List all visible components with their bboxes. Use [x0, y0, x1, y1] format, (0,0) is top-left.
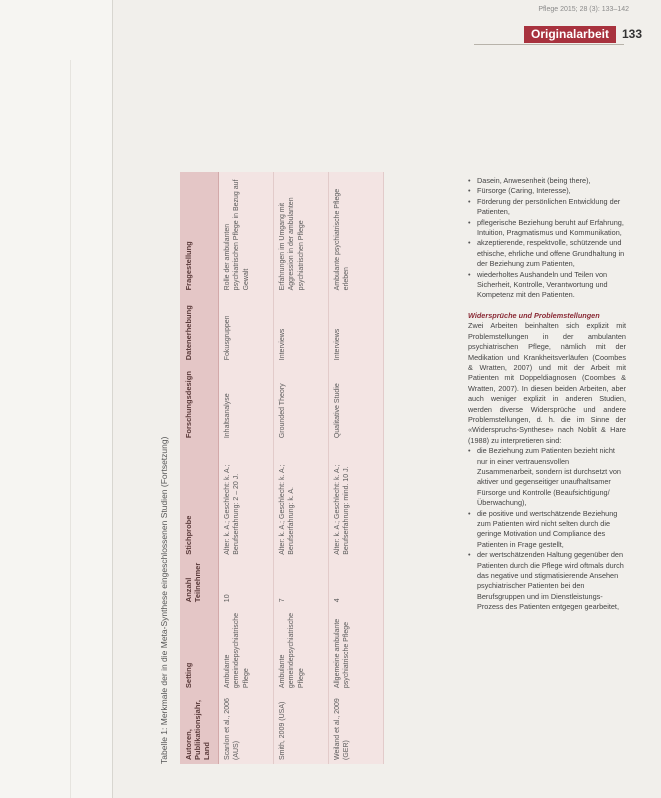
table-cell: Interviews [329, 294, 384, 364]
previous-page-gutter [0, 0, 112, 798]
list-item: • pflegerische Beziehung beruht auf Erfahrung, Intuition, Pragmatismus und Kommunikation, [468, 218, 626, 239]
running-head: Pflege 2015; 28 (3): 133–142 [538, 6, 629, 13]
table-cell: Weiland et al., 2009 (GER) [329, 692, 384, 764]
header-sample: Stichprobe [180, 442, 219, 559]
table-cell: Erfahrungen im Umgang mit Aggression in der ambulanten psychiatrischen Pflege [274, 172, 329, 294]
table-cell: Alter: k. A.; Geschlecht: k. A.; Berufserfahrung: 2 – 20 J. [219, 442, 274, 559]
header-participants: Anzahl Teilnehmer [180, 559, 219, 606]
gutter-shadow-line [70, 60, 71, 798]
header-rule [474, 44, 624, 45]
table-cell: 4 [329, 559, 384, 606]
table-cell: Ambulante gemeindepsychiatrische Pflege [219, 606, 274, 692]
list-item: • Dasein, Anwesenheit (being there), [468, 176, 626, 186]
right-text-column [468, 176, 626, 613]
table-row [329, 172, 384, 764]
table-cell: 7 [274, 559, 329, 606]
table-cell: Alter: k. A.; Geschlecht: k. A.; Berufserfahrung: mind. 10 J. [329, 442, 384, 559]
list-item: • der wertschätzenden Haltung gegenüber den Patienten durch die Pflege wird oftmals durch das negative und stigmatisierende Ansehen psychiatrischer Patienten bei den Berufsgruppen und im Dienstleistungs-Prozess des Patienten entgegen gearbeitet, [468, 550, 626, 612]
table-cell: Grounded Theory [274, 364, 329, 442]
table-caption: Tabelle 1: Merkmale der in die Meta-Synthese eingeschlossenen Studien (Fortsetzung) [159, 436, 169, 764]
table-row [219, 172, 274, 764]
header-data-collection: Datenerhebung [180, 294, 219, 364]
table-cell: Smith, 2009 (USA) [274, 692, 329, 764]
bullet-list-bottom [468, 446, 626, 613]
header-design: Forschungsdesign [180, 364, 219, 442]
table-cell: Alter: k. A.; Geschlecht: k. A.; Berufserfahrung: k. A. [274, 442, 329, 559]
list-item: • akzeptierende, respektvolle, schützende und ethische, ehrliche und offene Grundhaltung in der Beziehung zum Patienten, [468, 238, 626, 269]
section-badge: Originalarbeit [524, 26, 616, 43]
bullet-list-top [468, 176, 626, 301]
header-question: Fragestellung [180, 172, 219, 294]
body-paragraph: Zwei Arbeiten beinhalten sich explizit mit Problemstellungen in der ambulanten psychiatrischen Pflege, nämlich mit der Medikation und Krankheitsverläufen (Coombes & Wratten, 2007) und mit der Arbeit mit Patienten mit Doppeldiagnosen (Coombes & Wratten, 2007). In diesen beiden Arbeiten, aber auch weniger explizit in anderen Studien, werden diverse Widersprüche und andere Problemstellungen, d. h. die im Sinne der «Widerspruchs-Synthese» nach Noblit & Hare (1988) zu interpretieren sind: [468, 321, 626, 445]
table-header-row [180, 172, 219, 764]
header-setting: Setting [180, 606, 219, 692]
table-row [274, 172, 329, 764]
table-cell: Allgemeine ambulante psychiatrische Pflege [329, 606, 384, 692]
table-cell: Inhaltsanalyse [219, 364, 274, 442]
list-item: • die Beziehung zum Patienten bezieht nicht nur in einer vertrauensvollen Zusammenarbeit, sondern ist durchsetzt von aktiver und gegenseitiger unaufhaltsamer Fürsorge und Kontrolle (Beaufsichtigung/Überwachung), [468, 446, 626, 508]
table-cell: Fokusgruppen [219, 294, 274, 364]
characteristics-table [180, 172, 384, 764]
table-cell: 10 [219, 559, 274, 606]
list-item: • Fürsorge (Caring, Interesse), [468, 186, 626, 196]
table-cell: Scanlon et al., 2006 (AUS) [219, 692, 274, 764]
section-subheading: Widersprüche und Problemstellungen [468, 310, 600, 320]
table-rotator [150, 172, 460, 764]
table-cell: Ambulante gemeindepsychiatrische Pflege [274, 606, 329, 692]
table-cell: Ambulante psychiatrische Pflege erleben [329, 172, 384, 294]
list-item: • Förderung der persönlichen Entwicklung der Patienten, [468, 197, 626, 218]
list-item: • wiederholtes Aushandeln und Teilen von Sicherheit, Kontrolle, Verantwortung und Kompetenz mit den Patienten. [468, 270, 626, 301]
header-authors: Autoren, Publikationsjahr, Land [180, 692, 219, 764]
table-cell: Rolle der ambulanten psychiatrischen Pflege in Bezug auf Gewalt [219, 172, 274, 294]
page-number: 133 [622, 27, 643, 41]
table-cell: Qualitative Studie [329, 364, 384, 442]
list-item: • die positive und wertschätzende Beziehung zum Patienten wird nicht selten durch die geringe Motivation und Compliance des Patienten in Frage gestellt, [468, 509, 626, 551]
table-cell: Interviews [274, 294, 329, 364]
rotated-table-region [150, 172, 460, 764]
